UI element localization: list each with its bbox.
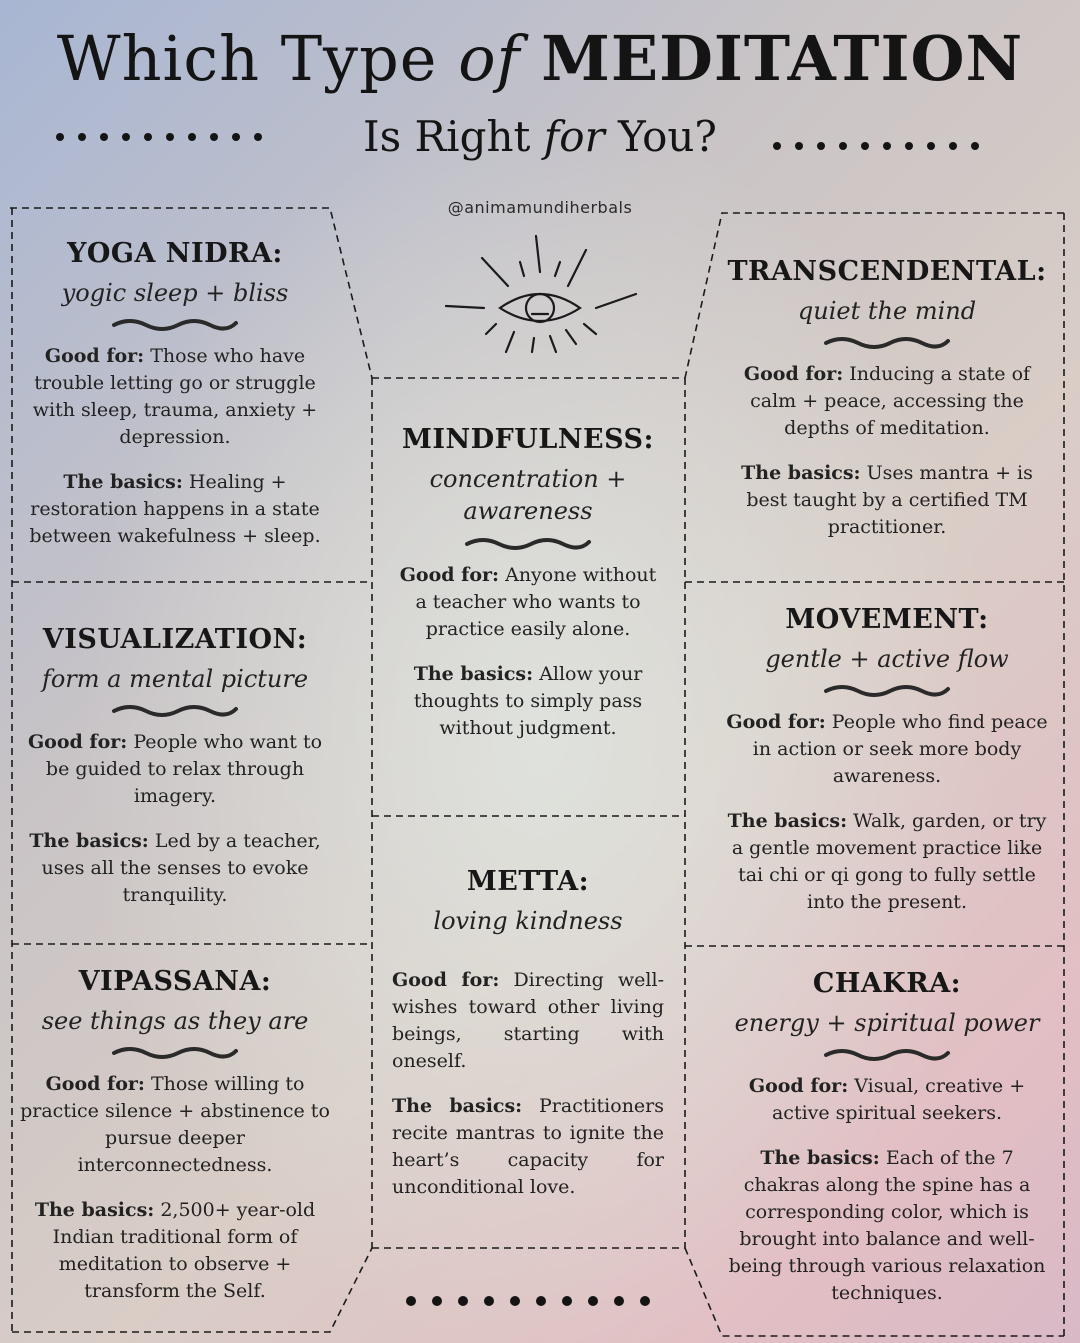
good-for-text xyxy=(18,343,332,451)
wave-divider-icon xyxy=(463,536,593,552)
basics-value: 2,500+ year-old Indian traditional form of meditation to observe + transform the Self. xyxy=(52,1199,316,1303)
good-for-label: Good for: xyxy=(726,711,826,734)
panel-subtitle: see things as they are xyxy=(41,1007,309,1035)
panel-visualization xyxy=(18,624,332,927)
title-part1: Which Type xyxy=(56,22,459,95)
good-for-label: Good for: xyxy=(748,1075,849,1098)
panel-title: TRANSCENDENTAL: xyxy=(727,256,1047,287)
subtitle-part2: You? xyxy=(604,112,717,161)
panel-subtitle: yogic sleep + bliss xyxy=(61,279,289,307)
basics-text xyxy=(720,460,1054,541)
panel-subtitle: quiet the mind xyxy=(797,297,977,325)
panel-subtitle: loving kindness xyxy=(433,907,623,935)
basics-label: The basics: xyxy=(741,462,861,485)
eye-icon xyxy=(440,228,640,358)
basics-label: The basics: xyxy=(413,662,534,685)
basics-label: The basics: xyxy=(760,1147,880,1170)
good-for-label: Good for: xyxy=(44,345,145,368)
good-for-text xyxy=(392,967,664,1075)
dot-divider-icon xyxy=(406,1296,650,1306)
panel-subtitle: concentration + awareness xyxy=(429,465,627,526)
basics-value: Allow your thoughts to simply pass without judgment. xyxy=(413,662,643,739)
panel-title: VISUALIZATION: xyxy=(42,624,308,655)
good-for-value: People who find peace in action or seek more body awareness. xyxy=(752,711,1048,788)
title-of: of xyxy=(458,22,521,95)
panel-title: YOGA NIDRA: xyxy=(67,238,283,269)
panel-title: CHAKRA: xyxy=(812,968,962,999)
basics-text xyxy=(720,808,1054,916)
good-for-text xyxy=(720,1073,1054,1127)
basics-text xyxy=(18,828,332,909)
good-for-value: Those who have trouble letting go or struggle with sleep, trauma, anxiety + depression. xyxy=(32,345,318,449)
basics-label: The basics: xyxy=(63,471,183,494)
good-for-value: Anyone without a teacher who wants to practice easily alone. xyxy=(415,563,657,640)
good-for-label: Good for: xyxy=(27,731,128,754)
good-for-value: Visual, creative + active spiritual seekers. xyxy=(771,1075,1026,1125)
good-for-text xyxy=(720,361,1054,442)
basics-text xyxy=(18,1197,332,1305)
basics-text xyxy=(392,661,664,742)
good-for-label: Good for: xyxy=(743,363,844,386)
title-meditation: MEDITATION xyxy=(541,22,1024,95)
panel-yoga-nidra xyxy=(18,238,332,568)
basics-label: The basics: xyxy=(29,830,149,853)
panel-subtitle: gentle + active flow xyxy=(765,645,1009,673)
basics-text xyxy=(18,469,332,550)
subtitle-for: for xyxy=(543,112,605,161)
basics-value: Led by a teacher, uses all the senses to evoke tranquility. xyxy=(41,830,321,907)
good-for-text xyxy=(18,1071,332,1179)
basics-label: The basics: xyxy=(34,1199,155,1222)
wave-divider-icon xyxy=(110,1045,240,1061)
basics-label: The basics: xyxy=(727,810,848,833)
basics-value: Practitioners recite mantras to ignite the heart’s capacity for unconditional love. xyxy=(392,1095,665,1199)
panel-subtitle: energy + spiritual power xyxy=(734,1009,1040,1037)
panel-chakra xyxy=(720,968,1054,1325)
basics-value: Uses mantra + is best taught by a certified TM practitioner. xyxy=(746,462,1033,539)
panel-vipassana xyxy=(18,966,332,1323)
wave-divider-icon xyxy=(822,335,952,351)
basics-text xyxy=(720,1145,1054,1307)
panel-subtitle: form a mental picture xyxy=(41,665,309,693)
good-for-value: People who want to be guided to relax through imagery. xyxy=(45,731,323,808)
social-handle: @animamundiherbals xyxy=(447,198,633,217)
panel-title: MINDFULNESS: xyxy=(402,424,654,455)
wave-divider-icon xyxy=(110,317,240,333)
panel-title: VIPASSANA: xyxy=(78,966,272,997)
panel-mindfulness xyxy=(392,424,664,760)
wave-divider-icon xyxy=(110,703,240,719)
wave-divider-icon xyxy=(822,1047,952,1063)
panel-movement xyxy=(720,604,1054,934)
good-for-text xyxy=(720,709,1054,790)
good-for-value: Directing well-wishes toward other living beings, starting with oneself. xyxy=(392,969,664,1073)
panel-title: METTA: xyxy=(466,866,590,897)
basics-text xyxy=(392,1093,664,1201)
panel-transcendental xyxy=(720,256,1054,559)
good-for-text xyxy=(18,729,332,810)
wave-divider-icon xyxy=(822,683,952,699)
good-for-value: Those willing to practice silence + abstinence to pursue deeper interconnectedness. xyxy=(20,1073,330,1177)
basics-value: Healing + restoration happens in a state between wakefulness + sleep. xyxy=(29,471,321,548)
good-for-value: Inducing a state of calm + peace, accessing the depths of meditation. xyxy=(750,363,1031,440)
good-for-text xyxy=(392,562,664,643)
basics-value: Walk, garden, or try a gentle movement practice like tai chi or qi gong to fully settle into the present. xyxy=(731,810,1047,914)
good-for-label: Good for: xyxy=(399,563,500,586)
basics-label: The basics: xyxy=(392,1095,523,1118)
basics-value: Each of the 7 chakras along the spine has a corresponding color, which is brought into balance and well-being through various relaxation techniques. xyxy=(728,1147,1046,1305)
panel-title: MOVEMENT: xyxy=(785,604,989,635)
good-for-label: Good for: xyxy=(392,969,500,992)
subtitle-part1: Is Right xyxy=(363,112,544,161)
spacer xyxy=(523,937,533,967)
good-for-label: Good for: xyxy=(45,1073,145,1096)
panel-metta xyxy=(392,866,664,1219)
